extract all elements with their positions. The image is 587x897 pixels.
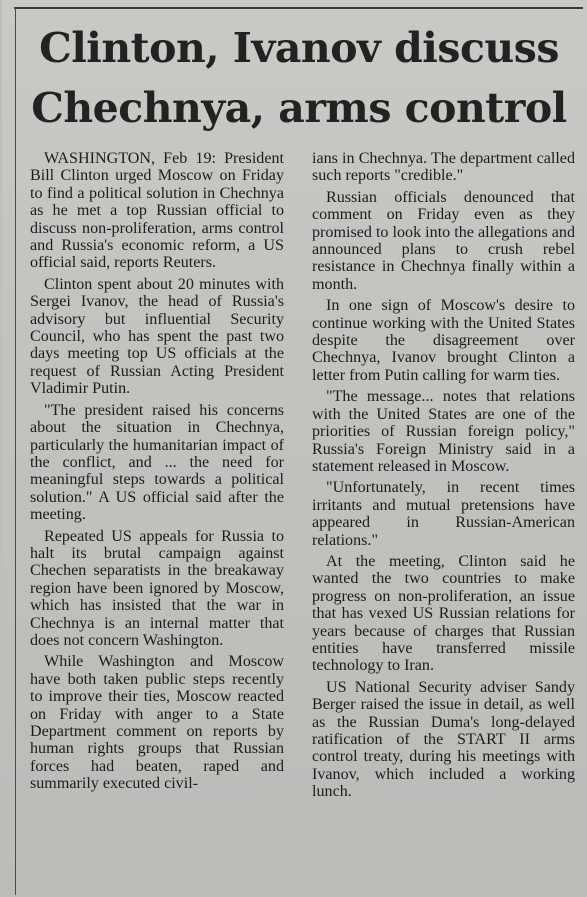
paragraph: While Washington and Moscow have both taken public steps recently to improve their ties, Moscow reacted on Friday with anger to a State Department comment on reports by human rights groups that Russian forces had beaten, raped and summarily executed civil- [30, 653, 284, 793]
paragraph: Repeated US appeals for Russia to halt its brutal campaign against Chechen separatists in the breakaway region have been ignored by Moscow, which has insisted that the war in Chechnya is an internal matter that does not concern Washington. [30, 527, 284, 649]
article-column-left [30, 150, 284, 797]
headline: Clinton, Ivanov discuss Chechnya, arms control [31, 24, 567, 132]
top-rule [14, 7, 583, 9]
paragraph-continuation: ians in Chechnya. The department called such reports "credible." [312, 150, 575, 185]
paragraph: WASHINGTON, Feb 19: President Bill Clinton urged Moscow on Friday to find a political solution in Chechnya as he met a top Russian official to discuss non-proliferation, arms control and Russia's economic reform, a US official said, reports Reuters. [30, 150, 284, 272]
paragraph: In one sign of Moscow's desire to continue working with the United States despite the disagreement over Chechnya, Ivanov brought Clinton a letter from Putin calling for warm ties. [312, 297, 575, 384]
newspaper-clipping [2, 0, 587, 897]
paragraph: Russian officials denounced that comment on Friday even as they promised to look into the allegations and announced plans to crush rebel resistance in Chechnya finally within a month. [312, 188, 575, 293]
left-rule [15, 7, 16, 895]
paragraph: "Unfortunately, in recent times irritants and mutual pretensions have appeared in Russian-American relations." [312, 479, 575, 549]
paragraph: US National Security adviser Sandy Berger raised the issue in detail, as well as the Russian Duma's long-delayed ratification of the START II arms control treaty, during his meetings with Ivanov, which included a working lunch. [312, 678, 575, 801]
paragraph: At the meeting, Clinton said he wanted the two countries to make progress on non-proliferation, an issue that has vexed US Russian relations for years because of charges that Russian entities have transferred missile technology to Iran. [312, 552, 575, 675]
paragraph: "The president raised his concerns about the situation in Chechnya, particularly the humanitarian impact of the conflict, and ... the need for meaningful steps towards a political solution." A US official said after the meeting. [30, 401, 284, 524]
paragraph: "The message... notes that relations with the United States are one of the priorities of Russian foreign policy," Russia's Foreign Ministry said in a statement released in Moscow. [312, 388, 575, 475]
article-column-right [312, 150, 575, 805]
paragraph: Clinton spent about 20 minutes with Sergei Ivanov, the head of Russia's advisory but influential Security Council, who has spent the past two days meeting top US officials at the request of Russian Acting President Vladimir Putin. [30, 275, 284, 398]
